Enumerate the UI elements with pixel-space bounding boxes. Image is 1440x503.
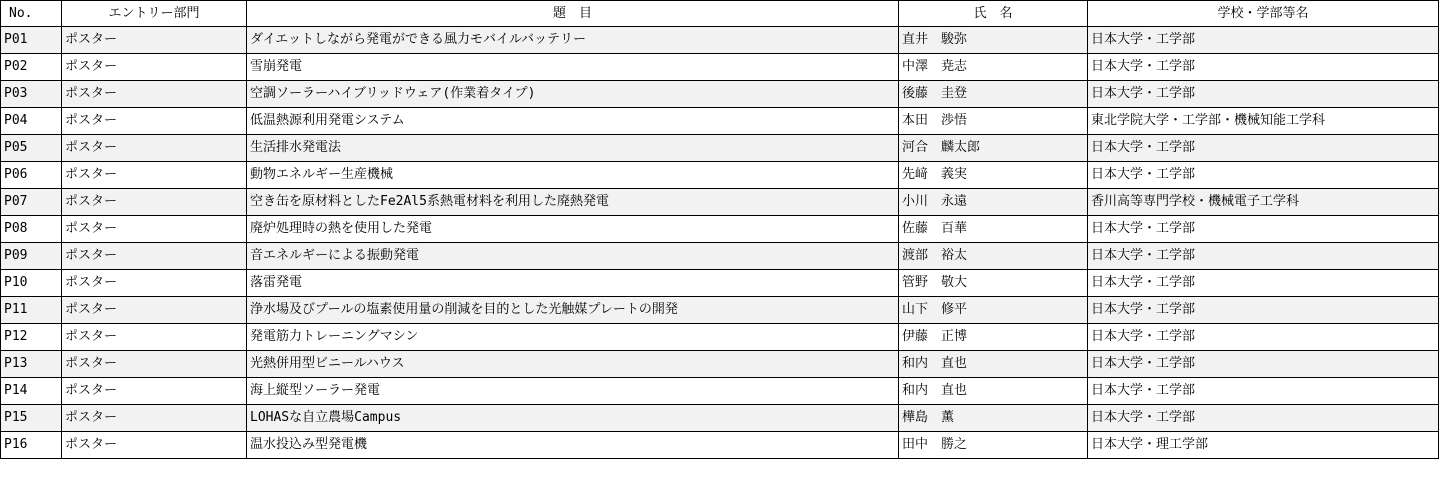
row-number: P02 [1,54,62,81]
table-row [1,378,1439,405]
project-title: 廃炉処理時の熱を使用した発電 [247,216,899,243]
school-name: 日本大学・工学部 [1088,27,1439,54]
row-number: P11 [1,297,62,324]
table-row [1,162,1439,189]
project-title: 低温熱源利用発電システム [247,108,899,135]
student-name: 管野 敬大 [899,270,1088,297]
student-name: 山下 修平 [899,297,1088,324]
school-name: 日本大学・理工学部 [1088,432,1439,459]
student-name: 後藤 圭登 [899,81,1088,108]
row-number: P10 [1,270,62,297]
row-number: P05 [1,135,62,162]
project-title: 海上縦型ソーラー発電 [247,378,899,405]
entry-department: ポスター [62,81,247,108]
project-title: 浄水場及びプールの塩素使用量の削減を目的とした光触媒プレートの開発 [247,297,899,324]
header-school: 学校・学部等名 [1088,1,1439,27]
project-title: 落雷発電 [247,270,899,297]
project-title: 音エネルギーによる振動発電 [247,243,899,270]
project-title: ダイエットしながら発電ができる風力モバイルバッテリー [247,27,899,54]
student-name: 伊藤 正博 [899,324,1088,351]
table-row [1,135,1439,162]
student-name: 田中 勝之 [899,432,1088,459]
row-number: P15 [1,405,62,432]
project-title: 空調ソーラーハイブリッドウェア(作業着タイプ) [247,81,899,108]
project-title: LOHASな自立農場Campus [247,405,899,432]
table-row [1,27,1439,54]
header-title: 題 目 [247,1,899,27]
table-row [1,81,1439,108]
school-name: 日本大学・工学部 [1088,297,1439,324]
entry-department: ポスター [62,189,247,216]
entry-department: ポスター [62,432,247,459]
student-name: 先﨑 義実 [899,162,1088,189]
student-name: 和内 直也 [899,351,1088,378]
entry-department: ポスター [62,324,247,351]
entry-department: ポスター [62,216,247,243]
table-row [1,324,1439,351]
student-name: 中澤 尭志 [899,54,1088,81]
school-name: 日本大学・工学部 [1088,162,1439,189]
table-row [1,243,1439,270]
table-row [1,108,1439,135]
school-name: 日本大学・工学部 [1088,135,1439,162]
entry-department: ポスター [62,378,247,405]
student-name: 河合 麟太郎 [899,135,1088,162]
entry-department: ポスター [62,162,247,189]
school-name: 香川高等専門学校・機械電子工学科 [1088,189,1439,216]
table-row [1,216,1439,243]
project-title: 光熱併用型ビニールハウス [247,351,899,378]
school-name: 日本大学・工学部 [1088,351,1439,378]
project-title: 動物エネルギー生産機械 [247,162,899,189]
table-row [1,54,1439,81]
student-name: 佐藤 百華 [899,216,1088,243]
school-name: 東北学院大学・工学部・機械知能工学科 [1088,108,1439,135]
entry-department: ポスター [62,351,247,378]
entry-department: ポスター [62,270,247,297]
project-title: 生活排水発電法 [247,135,899,162]
student-name: 渡部 裕太 [899,243,1088,270]
table-row [1,432,1439,459]
row-number: P07 [1,189,62,216]
student-name: 樺島 薫 [899,405,1088,432]
school-name: 日本大学・工学部 [1088,216,1439,243]
school-name: 日本大学・工学部 [1088,243,1439,270]
table-row [1,405,1439,432]
row-number: P01 [1,27,62,54]
row-number: P13 [1,351,62,378]
student-name: 小川 永遠 [899,189,1088,216]
entry-department: ポスター [62,405,247,432]
row-number: P08 [1,216,62,243]
entry-department: ポスター [62,108,247,135]
school-name: 日本大学・工学部 [1088,81,1439,108]
school-name: 日本大学・工学部 [1088,270,1439,297]
entry-department: ポスター [62,27,247,54]
row-number: P16 [1,432,62,459]
project-title: 空き缶を原材料としたFe2Al5系熱電材料を利用した廃熱発電 [247,189,899,216]
project-title: 雪崩発電 [247,54,899,81]
table-body [1,27,1439,459]
entry-department: ポスター [62,243,247,270]
school-name: 日本大学・工学部 [1088,405,1439,432]
table-row [1,270,1439,297]
row-number: P06 [1,162,62,189]
row-number: P14 [1,378,62,405]
school-name: 日本大学・工学部 [1088,324,1439,351]
row-number: P12 [1,324,62,351]
student-name: 直井 駿弥 [899,27,1088,54]
school-name: 日本大学・工学部 [1088,54,1439,81]
header-entry-department: エントリー部門 [62,1,247,27]
table-row [1,351,1439,378]
row-number: P09 [1,243,62,270]
row-number: P03 [1,81,62,108]
entry-department: ポスター [62,135,247,162]
entry-department: ポスター [62,54,247,81]
table-row [1,189,1439,216]
entry-department: ポスター [62,297,247,324]
student-name: 和内 直也 [899,378,1088,405]
project-title: 発電筋力トレーニングマシン [247,324,899,351]
header-name: 氏 名 [899,1,1088,27]
school-name: 日本大学・工学部 [1088,378,1439,405]
table-header-row [1,1,1439,27]
student-name: 本田 渉悟 [899,108,1088,135]
row-number: P04 [1,108,62,135]
header-no: No. [1,1,62,27]
project-title: 温水投込み型発電機 [247,432,899,459]
table-row [1,297,1439,324]
